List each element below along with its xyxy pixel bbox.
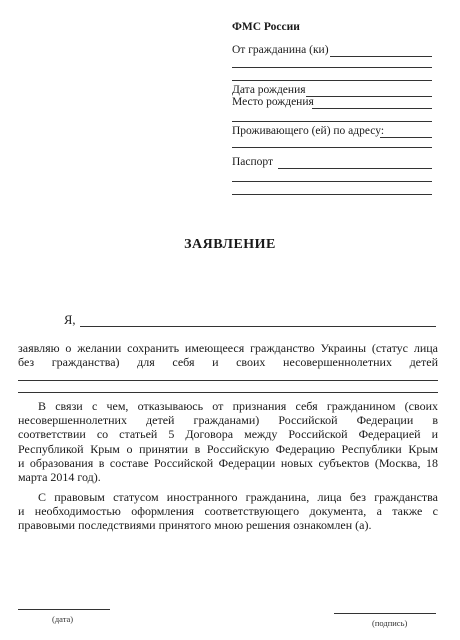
children-field-line-2[interactable] [18, 392, 438, 393]
paragraph-line: правовыми последствиями принятого мною решения ознакомлен (а). [18, 518, 372, 533]
paragraph-line: соответствии со статьей 5 Договора между Российской Федерацией и [18, 427, 438, 442]
from-citizen-field[interactable] [330, 56, 432, 57]
passport-field[interactable] [278, 168, 432, 169]
birth-place-field[interactable] [312, 108, 432, 109]
paragraph-line: без гражданства) для себя и своих несовершеннолетних детей [18, 355, 438, 370]
org-name: ФМС России [232, 21, 300, 33]
children-field-line-1[interactable] [18, 380, 438, 381]
paragraph-line: и необходимостью оформления соответствующего документа, а также с [18, 504, 438, 519]
residing-address-field-line-2[interactable] [232, 147, 432, 148]
birth-place-field-line-2[interactable] [232, 121, 432, 122]
paragraph-line: заявляю о желании сохранить имеющееся гражданство Украины (статус лица [18, 341, 438, 355]
passport-field-line-2[interactable] [232, 181, 432, 182]
residing-address-label: Проживающего (ей) по адресу: [232, 125, 385, 137]
paragraph-line: марта 2014 год). [18, 470, 101, 485]
paragraph-line: В связи с чем, отказываюсь от признания себя гражданином (своих [38, 399, 438, 413]
signature-caption: (подпись) [372, 618, 408, 628]
paragraph-line: С правовым статусом иностранного гражданина, лица без гражданства [38, 490, 438, 504]
document-title: ЗАЯВЛЕНИЕ [184, 237, 276, 252]
passport-field-line-3[interactable] [232, 194, 432, 195]
paragraph-renounce [18, 399, 438, 484]
paragraph-acknowledgement [18, 490, 438, 533]
passport-label: Паспорт [232, 156, 274, 168]
date-field[interactable] [18, 609, 110, 610]
from-citizen-label: От гражданина (ки) [232, 44, 329, 56]
from-citizen-field-line-2[interactable] [232, 67, 432, 68]
birth-date-label: Дата рождения [232, 84, 306, 96]
paragraph-line: несовершеннолетних детей гражданами) Российской Федерации в [18, 413, 438, 428]
applicant-name-field[interactable] [80, 326, 436, 327]
paragraph-line: и образования в составе Российской Федерации новых субъектов (Москва, 18 [18, 455, 438, 470]
birth-place-label: Место рождения [232, 96, 314, 108]
applicant-label: Я, [64, 313, 76, 327]
signature-field[interactable] [334, 613, 436, 614]
residing-address-field[interactable] [380, 137, 432, 138]
from-citizen-field-line-3[interactable] [232, 80, 432, 81]
paragraph-keep-citizenship [18, 341, 438, 369]
paragraph-line: Республикой Крым о принятии в Российскую Федерацию Республики Крым [18, 441, 438, 456]
date-caption: (дата) [52, 614, 74, 624]
